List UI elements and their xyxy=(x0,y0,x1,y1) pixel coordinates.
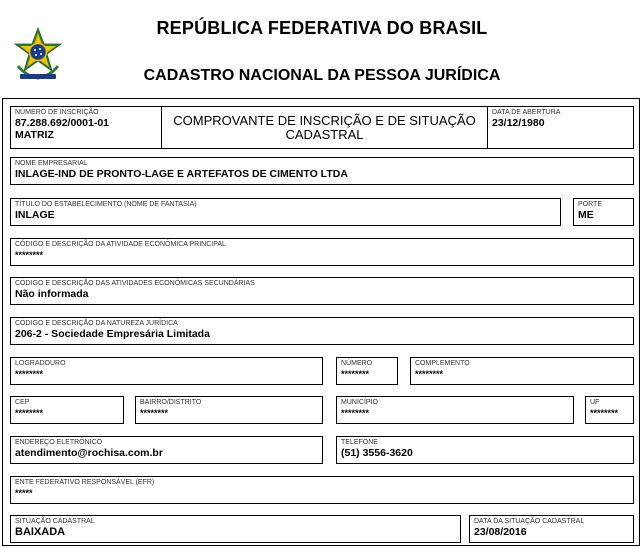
natureza-juridica-label: CÓDIGO E DESCRIÇÃO DA NATUREZA JURÍDICA xyxy=(15,320,178,327)
titulo-estabelecimento-box xyxy=(10,198,561,226)
data-abertura-label: DATA DE ABERTURA xyxy=(492,109,561,116)
titulo-estabelecimento-value: INLAGE xyxy=(15,209,55,221)
efr-label: ENTE FEDERATIVO RESPONSÁVEL (EFR) xyxy=(15,479,155,486)
bairro-value: ******** xyxy=(140,408,169,418)
registry-title: CADASTRO NACIONAL DA PESSOA JURÍDICA xyxy=(143,67,501,84)
complemento-box xyxy=(410,357,634,385)
nome-empresarial-box xyxy=(10,157,634,185)
cep-value: ******** xyxy=(15,408,44,418)
logradouro-label: LOGRADOURO xyxy=(15,360,66,367)
numero-value: ******** xyxy=(341,369,370,379)
efr-box xyxy=(10,476,634,504)
titulo-estabelecimento-label: TÍTULO DO ESTABELECIMENTO (NOME DE FANTASIA) xyxy=(15,201,197,208)
natureza-juridica-box xyxy=(10,317,634,345)
data-abertura-value: 23/12/1980 xyxy=(492,117,545,129)
cep-box xyxy=(10,396,124,424)
atividades-secundarias-label: CÓDIGO E DESCRIÇÃO DAS ATIVIDADES ECONÔMICAS SECUNDÁRIAS xyxy=(15,280,255,287)
bairro-box xyxy=(135,396,323,424)
numero-label: NÚMERO xyxy=(341,360,373,367)
email-value: atendimento@rochisa.com.br xyxy=(15,447,163,459)
efr-value: ***** xyxy=(15,488,33,498)
porte-value: ME xyxy=(578,209,594,221)
cep-label: CEP xyxy=(15,399,30,406)
numero-inscricao-value: 87.288.692/0001-01 xyxy=(15,117,110,129)
data-abertura-box xyxy=(487,106,634,149)
complemento-value: ******** xyxy=(415,369,444,379)
municipio-value: ******** xyxy=(341,408,370,418)
porte-label: PORTE xyxy=(578,201,602,208)
data-situacao-box xyxy=(469,515,634,543)
atividade-principal-label: CÓDIGO E DESCRIÇÃO DA ATIVIDADE ECONÔMICA PRINCIPAL xyxy=(15,241,226,248)
atividade-principal-box xyxy=(10,238,634,266)
data-situacao-value: 23/08/2016 xyxy=(474,526,527,538)
numero-box xyxy=(336,357,398,385)
email-box xyxy=(10,436,323,464)
situacao-label: SITUAÇÃO CADASTRAL xyxy=(15,518,95,525)
atividades-secundarias-box xyxy=(10,277,634,305)
porte-box xyxy=(573,198,634,226)
bairro-label: BAIRRO/DISTRITO xyxy=(140,399,202,406)
numero-inscricao-box xyxy=(10,106,162,149)
municipio-box xyxy=(336,396,574,424)
uf-label: UF xyxy=(590,399,600,406)
telefone-label: TELEFONE xyxy=(341,439,378,446)
uf-box xyxy=(585,396,634,424)
municipio-label: MUNICÍPIO xyxy=(341,399,378,406)
data-situacao-label: DATA DA SITUAÇÃO CADASTRAL xyxy=(474,518,585,525)
complemento-label: COMPLEMENTO xyxy=(415,360,470,367)
natureza-juridica-value: 206-2 - Sociedade Empresária Limitada xyxy=(15,328,210,340)
matriz-value: MATRIZ xyxy=(15,129,54,141)
nome-empresarial-value: INLAGE-IND DE PRONTO-LAGE E ARTEFATOS DE CIMENTO LTDA xyxy=(15,168,348,180)
logradouro-box xyxy=(10,357,323,385)
atividades-secundarias-value: Não informada xyxy=(15,288,89,300)
situacao-box xyxy=(10,515,461,543)
document-title: COMPROVANTE DE INSCRIÇÃO E DE SITUAÇÃO CADASTRAL xyxy=(161,106,488,149)
logradouro-value: ******** xyxy=(15,369,44,379)
uf-value: ******** xyxy=(590,408,619,418)
numero-inscricao-label: NÚMERO DE INSCRIÇÃO xyxy=(15,109,99,116)
telefone-box xyxy=(336,436,634,464)
email-label: ENDEREÇO ELETRÔNICO xyxy=(15,439,103,446)
telefone-value: (51) 3556-3620 xyxy=(341,447,413,459)
atividade-principal-value: ******** xyxy=(15,250,44,260)
situacao-value: BAIXADA xyxy=(15,526,66,538)
republic-title: REPÚBLICA FEDERATIVA DO BRASIL xyxy=(156,18,488,38)
nome-empresarial-label: NOME EMPRESARIAL xyxy=(15,160,88,167)
